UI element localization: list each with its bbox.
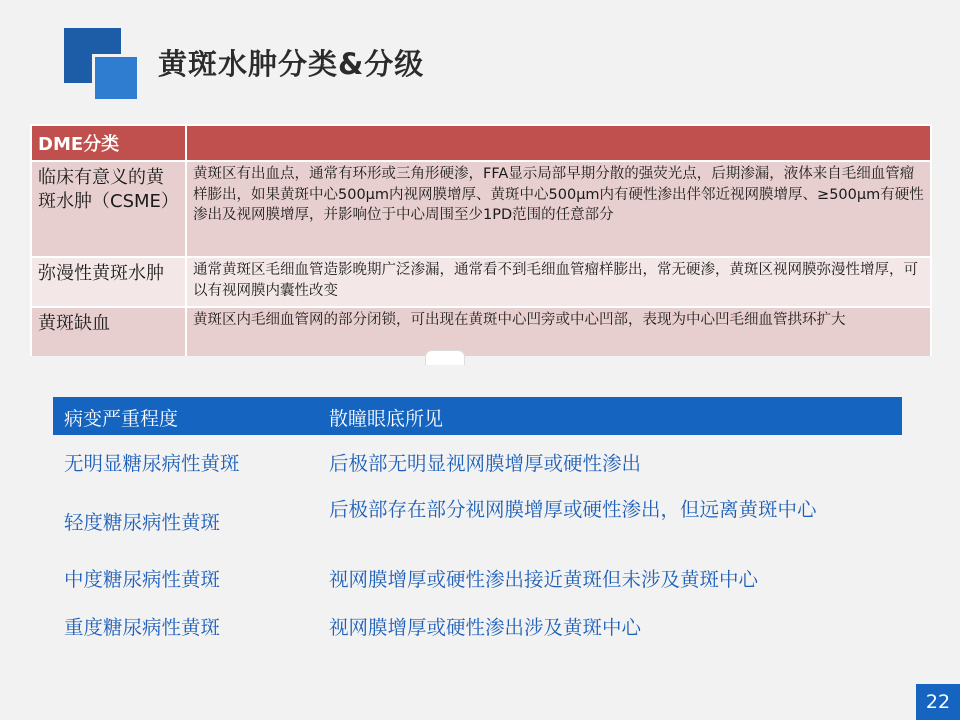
severity-level: 轻度糖尿病性黄斑 [64, 511, 221, 534]
severity-header-finding: 散瞳眼底所见 [329, 408, 444, 430]
table-row [31, 161, 931, 257]
severity-level: 中度糖尿病性黄斑 [64, 568, 221, 591]
severity-finding: 后极部无明显视网膜增厚或硬性渗出 [329, 452, 642, 475]
severity-finding: 后极部存在部分视网膜增厚或硬性渗出，但远离黄斑中心 [329, 498, 817, 521]
page-number: 22 [916, 684, 960, 720]
logo-square-front [92, 54, 137, 99]
dme-description: 黄斑区有出血点，通常有环形或三角形硬渗，FFA显示局部早期分散的强荧光点，后期渗漏，液体来自毛细血管瘤样膨出，如果黄斑中心500μm内视网膜增厚、黄斑中心500μm内有硬性渗出伴邻近视网膜增厚、≥500μm有硬性渗出及视网膜增厚，并影响位于中心周围至少1PD范围的任意部分 [186, 161, 931, 257]
table-row [31, 257, 931, 307]
severity-table-header [53, 397, 902, 435]
dme-term: 弥漫性黄斑水肿 [31, 257, 186, 307]
dme-classification-table [30, 124, 932, 356]
severity-level: 重度糖尿病性黄斑 [64, 616, 221, 639]
dme-description: 黄斑区内毛细血管网的部分闭锁，可出现在黄斑中心凹旁或中心凹部，表现为中心凹毛细血管拱环扩大 [186, 307, 931, 356]
dme-header-label: DME分类 [31, 125, 186, 161]
severity-header-level: 病变严重程度 [64, 408, 179, 430]
severity-level: 无明显糖尿病性黄斑 [64, 452, 240, 475]
table-row [31, 307, 931, 356]
severity-finding: 视网膜增厚或硬性渗出接近黄斑但未涉及黄斑中心 [329, 568, 759, 591]
dme-term: 临床有意义的黄斑水肿（CSME） [31, 161, 186, 257]
slide-title: 黄斑水肿分类&分级 [158, 47, 425, 81]
dme-description: 通常黄斑区毛细血管造影晚期广泛渗漏，通常看不到毛细血管瘤样膨出，常无硬渗，黄斑区视网膜弥漫性增厚，可以有视网膜内囊性改变 [186, 257, 931, 307]
dme-table-container [30, 124, 934, 356]
dme-header-empty [186, 125, 931, 161]
severity-finding: 视网膜增厚或硬性渗出涉及黄斑中心 [329, 616, 642, 639]
scroll-handle[interactable] [425, 350, 465, 365]
dme-term: 黄斑缺血 [31, 307, 186, 356]
